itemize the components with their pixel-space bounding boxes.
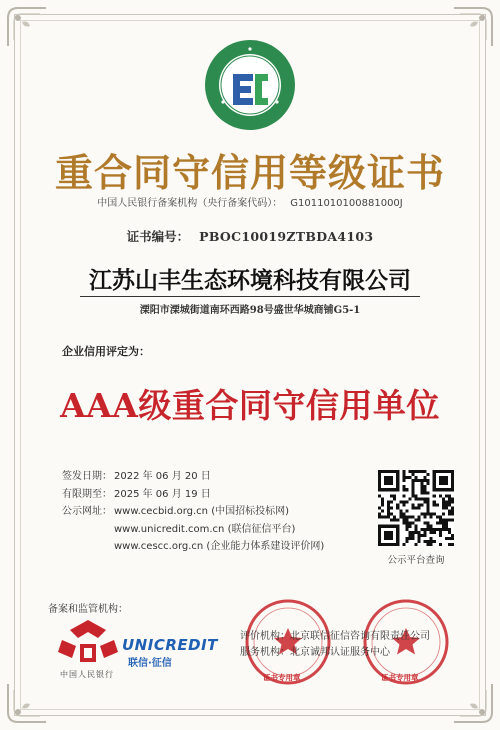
evaluation-organization: 评价机构：北京联信征信咨询有限责任公司 bbox=[240, 631, 430, 642]
organizations-block bbox=[240, 629, 430, 661]
corner-ornament-icon bbox=[4, 680, 50, 726]
registration-label: 中国人民银行备案机构（央行备案代码）： bbox=[97, 198, 283, 209]
pboc-name: 中国人民银行 bbox=[60, 670, 114, 679]
certificate-number-label: 证书编号： bbox=[126, 229, 190, 244]
unicredit-logo: UNICREDIT bbox=[122, 636, 218, 654]
issue-date: 2022 年 06 月 20 日 bbox=[114, 471, 211, 482]
company-name: 江苏山丰生态环境科技有限公司 bbox=[89, 267, 411, 294]
valid-date-row bbox=[62, 486, 324, 504]
details-block bbox=[62, 468, 324, 556]
company-address: 溧阳市溧城街道南环西路98号盛世华城商铺G5-1 bbox=[139, 305, 361, 316]
certificate-number bbox=[0, 227, 500, 245]
stamp-label: 证书专用章 bbox=[263, 673, 301, 682]
corner-ornament-icon bbox=[4, 4, 50, 50]
website-link[interactable]: www.cecbid.org.cn (中国招标投标网) bbox=[114, 506, 289, 517]
emblem-seal-icon bbox=[203, 38, 297, 132]
registration-line bbox=[0, 194, 500, 209]
website-row bbox=[62, 503, 324, 521]
website-label: 公示网址： bbox=[62, 506, 112, 517]
regulators-label: 备案和监管机构： bbox=[48, 604, 128, 615]
certificate-number-value: PBOC10019ZTBDA4103 bbox=[199, 229, 374, 244]
website-link[interactable]: www.cescc.org.cn (企业能力体系建设评价网) bbox=[114, 541, 325, 552]
issue-date-row bbox=[62, 468, 324, 486]
unicredit-cn-name: 联信·征信 bbox=[128, 658, 172, 669]
issue-date-label: 签发日期： bbox=[62, 471, 112, 482]
qr-code[interactable] bbox=[378, 470, 454, 546]
stamp-label: 证书专用章 bbox=[381, 673, 419, 682]
evaluated-label: 企业信用评定为： bbox=[62, 345, 150, 358]
certificate-title: 重合同守信用等级证书 bbox=[54, 150, 445, 195]
qr-caption: 公示平台查询 bbox=[387, 555, 445, 566]
corner-ornament-icon bbox=[450, 4, 496, 50]
corner-ornament-icon bbox=[450, 680, 496, 726]
valid-date: 2025 年 06 月 19 日 bbox=[114, 488, 211, 500]
service-organization: 服务机构：北京诚邦认证服务中心 bbox=[240, 647, 390, 658]
registration-code: G1011010100881000J bbox=[290, 198, 403, 209]
credit-rating: AAA级重合同守信用单位 bbox=[60, 386, 440, 425]
website-link[interactable]: www.unicredit.com.cn (联信征信平台) bbox=[114, 523, 296, 535]
valid-date-label: 有限期至： bbox=[62, 488, 112, 500]
company-divider bbox=[80, 296, 420, 297]
website-row bbox=[62, 521, 324, 539]
pboc-logo-icon bbox=[54, 618, 122, 670]
website-row bbox=[62, 538, 324, 556]
